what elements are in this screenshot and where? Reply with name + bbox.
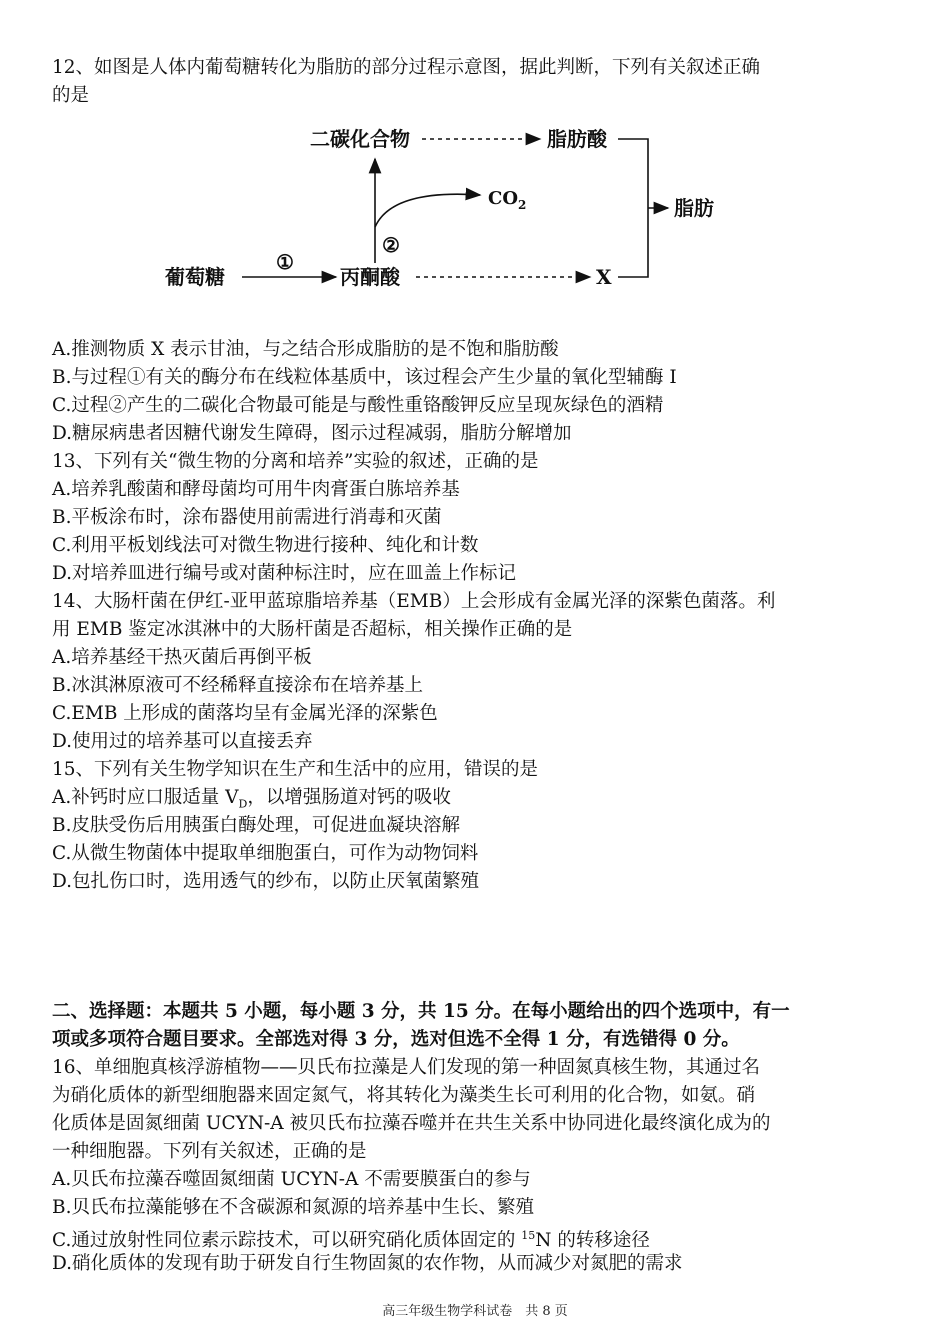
q16-option-c-sup: 15	[521, 1229, 536, 1242]
q14-option-a: A.培养基经干热灭菌后再倒平板	[52, 647, 312, 668]
q15-option-a-pre: A.补钙时应口服适量 V	[52, 787, 239, 808]
q13-option-b: B.平板涂布时，涂布器使用前需进行消毒和灭菌	[52, 507, 442, 528]
glucose-to-fat-diagram	[150, 115, 770, 300]
step1-label: ①	[276, 250, 294, 274]
q15-option-d: D.包扎伤口时，选用透气的纱布，以防止厌氧菌繁殖	[52, 871, 480, 892]
x-label: X	[596, 265, 612, 289]
q12-option-c: C.过程②产生的二碳化合物最可能是与酸性重铬酸钾反应呈现灰绿色的酒精	[52, 395, 664, 416]
q14-option-c: C.EMB 上形成的菌落均呈有金属光泽的深紫色	[52, 703, 438, 724]
section2-heading-line1: 二、选择题：本题共 5 小题，每小题 3 分，共 15 分。在每小题给出的四个选项中，有一	[52, 1001, 790, 1022]
q14-option-b: B.冰淇淋原液可不经稀释直接涂布在培养基上	[52, 675, 423, 696]
step2-label: ②	[382, 233, 400, 257]
q15-stem: 15、下列有关生物学知识在生产和生活中的应用，错误的是	[52, 759, 539, 780]
pyruvate-label: 丙酮酸	[340, 265, 400, 289]
q12-option-b: B.与过程①有关的酶分布在线粒体基质中，该过程会产生少量的氧化型辅酶 I	[52, 367, 677, 388]
q16-option-c-post: N 的转移途径	[535, 1230, 650, 1252]
q12-stem-line2: 的是	[52, 85, 90, 106]
q15-option-b: B.皮肤受伤后用胰蛋白酶处理，可促进血凝块溶解	[52, 815, 460, 836]
q16-stem-line2: 为硝化质体的新型细胞器来固定氮气，将其转化为藻类生长可利用的化合物，如氨。硝	[52, 1085, 756, 1106]
q16-option-d: D.硝化质体的发现有助于研发自行生物固氮的农作物，从而减少对氮肥的需求	[52, 1253, 683, 1274]
glucose-label: 葡萄糖	[165, 265, 225, 289]
q12-option-a: A.推测物质 X 表示甘油，与之结合形成脂肪的是不饱和脂肪酸	[52, 339, 559, 360]
q13-stem: 13、下列有关“微生物的分离和培养”实验的叙述，正确的是	[52, 451, 539, 472]
co2-branch-arrow	[375, 194, 480, 227]
q15-option-a-sub: D	[238, 797, 248, 811]
q12-stem-line1: 12、如图是人体内葡萄糖转化为脂肪的部分过程示意图，据此判断，下列有关叙述正确	[52, 57, 761, 78]
q13-option-d: D.对培养皿进行编号或对菌种标注时，应在皿盖上作标记	[52, 563, 517, 584]
q16-stem-line4: 一种细胞器。下列有关叙述，正确的是	[52, 1141, 367, 1162]
q13-option-c: C.利用平板划线法可对微生物进行接种、纯化和计数	[52, 535, 479, 556]
fat-bracket	[618, 139, 648, 277]
q16-stem-line3: 化质体是固氮细菌 UCYN-A 被贝氏布拉藻吞噬并在共生关系中协同进化最终演化成为的	[52, 1113, 771, 1134]
fat-label: 脂肪	[674, 196, 714, 220]
q16-option-a: A.贝氏布拉藻吞噬固氮细菌 UCYN-A 不需要膜蛋白的参与	[52, 1169, 531, 1190]
page-footer: 高三年级生物学科试卷 共 8 页	[382, 1304, 568, 1319]
fatty-acid-label: 脂肪酸	[547, 127, 607, 151]
q16-stem-line1: 16、单细胞真核浮游植物——贝氏布拉藻是人们发现的第一种固氮真核生物，其通过名	[52, 1057, 761, 1078]
section2-heading-line2: 项或多项符合题目要求。全部选对得 3 分，选对但选不全得 1 分，有选错得 0 分。	[52, 1029, 740, 1050]
q14-option-d: D.使用过的培养基可以直接丢弃	[52, 731, 313, 752]
q12-option-d: D.糖尿病患者因糖代谢发生障碍，图示过程减弱，脂肪分解增加	[52, 423, 572, 444]
q15-option-c: C.从微生物菌体中提取单细胞蛋白，可作为动物饲料	[52, 843, 479, 864]
q15-option-a-post: ，以增强肠道对钙的吸收	[247, 787, 451, 808]
q13-option-a: A.培养乳酸菌和酵母菌均可用牛肉膏蛋白胨培养基	[52, 479, 460, 500]
q14-stem-line1: 14、大肠杆菌在伊红-亚甲蓝琼脂培养基（EMB）上会形成有金属光泽的深紫色菌落。利	[52, 591, 776, 612]
two-carbon-compound-label: 二碳化合物	[310, 127, 410, 151]
co2-label: $CO_2$	[488, 188, 527, 212]
q14-stem-line2: 用 EMB 鉴定冰淇淋中的大肠杆菌是否超标，相关操作正确的是	[52, 619, 573, 640]
q16-option-c-pre: C.通过放射性同位素示踪技术，可以研究硝化质体固定的	[52, 1230, 522, 1252]
q16-option-b: B.贝氏布拉藻能够在不含碳源和氮源的培养基中生长、繁殖	[52, 1197, 534, 1218]
